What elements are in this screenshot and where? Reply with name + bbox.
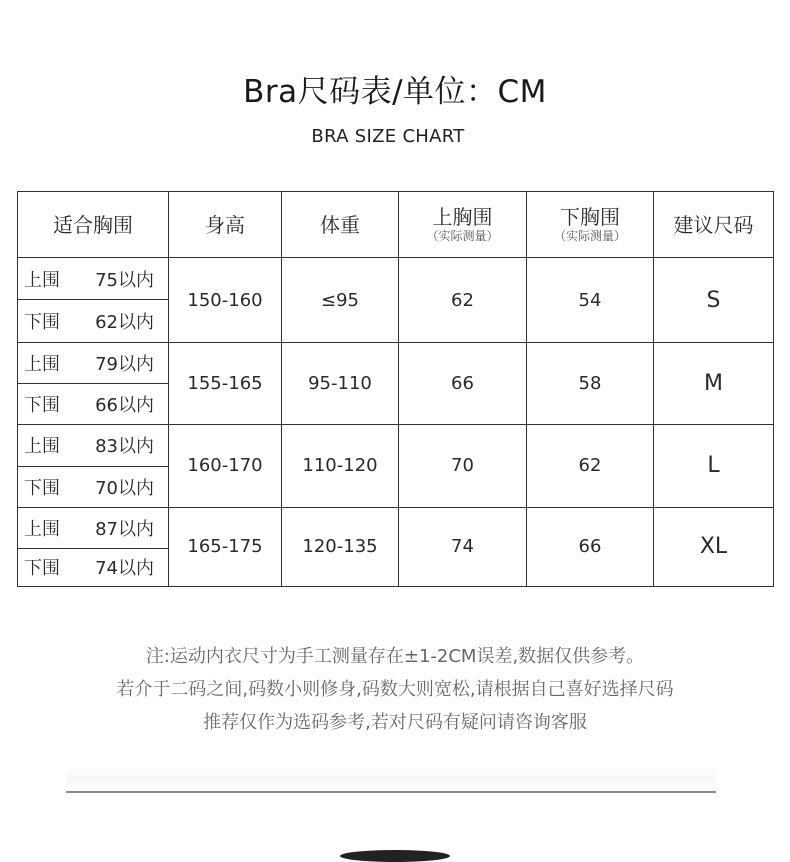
- fit-lower-cell: 下围 62以内: [18, 300, 169, 343]
- fit-lower-cell: 下围 66以内: [18, 384, 169, 424]
- weight-cell: 120-135: [282, 507, 399, 586]
- under-bust-cell: 58: [527, 343, 654, 424]
- divider-line: [66, 791, 716, 793]
- header-under-bust: 下胸围 （实际测量）: [527, 192, 654, 258]
- size-cell: XL: [654, 507, 774, 586]
- weight-cell: 95-110: [282, 343, 399, 424]
- size-cell: M: [654, 343, 774, 424]
- height-cell: 165-175: [169, 507, 282, 586]
- page-title: Bra尺码表/单位：CM: [243, 74, 547, 110]
- header-upper-bust: 上胸围 （实际测量）: [399, 192, 527, 258]
- upper-bust-cell: 66: [399, 343, 527, 424]
- height-cell: 155-165: [169, 343, 282, 424]
- size-chart-table: [17, 191, 774, 587]
- header-size: 建议尺码: [654, 192, 774, 258]
- fit-lower-cell: 下围 70以内: [18, 466, 169, 507]
- height-cell: 160-170: [169, 424, 282, 507]
- fit-upper-cell: 上围 75以内: [18, 258, 169, 300]
- note-line-3: 推荐仅作为选码参考,若对尺码有疑问请咨询客服: [203, 712, 587, 733]
- fit-upper-cell: 上围 79以内: [18, 343, 169, 384]
- decorative-arc: [340, 850, 450, 862]
- header-height: 身高: [169, 192, 282, 258]
- size-cell: L: [654, 424, 774, 507]
- table-row: [18, 258, 774, 300]
- upper-bust-cell: 74: [399, 507, 527, 586]
- fit-upper-cell: 上围 87以内: [18, 507, 169, 548]
- decorative-fade: [66, 766, 716, 788]
- fit-lower-cell: 下围 74以内: [18, 548, 169, 586]
- header-weight: 体重: [282, 192, 399, 258]
- under-bust-cell: 66: [527, 507, 654, 586]
- weight-cell: 110-120: [282, 424, 399, 507]
- table-row: [18, 343, 774, 384]
- upper-bust-cell: 62: [399, 258, 527, 343]
- note-line-1: 注:运动内衣尺寸为手工测量存在±1-2CM误差,数据仅供参考。: [145, 646, 645, 667]
- upper-bust-cell: 70: [399, 424, 527, 507]
- table-row: [18, 424, 774, 466]
- page-subtitle: BRA SIZE CHART: [311, 126, 465, 147]
- table-header-row: [18, 192, 774, 258]
- fit-upper-cell: 上围 83以内: [18, 424, 169, 466]
- under-bust-cell: 54: [527, 258, 654, 343]
- size-cell: S: [654, 258, 774, 343]
- weight-cell: ≤95: [282, 258, 399, 343]
- table-row: [18, 507, 774, 548]
- note-line-2: 若介于二码之间,码数小则修身,码数大则宽松,请根据自己喜好选择尺码: [116, 679, 674, 700]
- header-fit: 适合胸围: [18, 192, 169, 258]
- height-cell: 150-160: [169, 258, 282, 343]
- under-bust-cell: 62: [527, 424, 654, 507]
